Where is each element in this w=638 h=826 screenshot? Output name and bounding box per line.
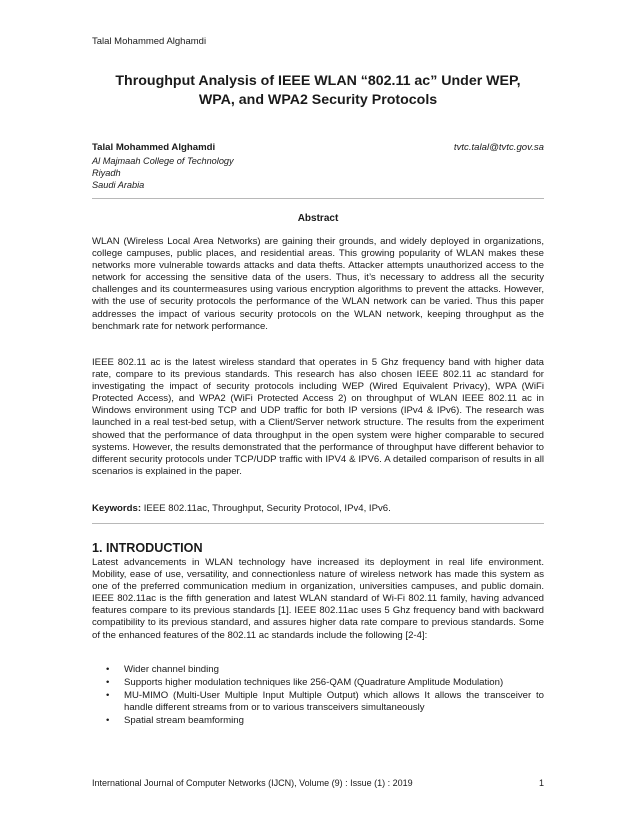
bullet-icon: • bbox=[106, 664, 110, 675]
feature-list bbox=[92, 664, 544, 728]
author-email[interactable]: tvtc.talal@tvtc.gov.sa bbox=[453, 142, 544, 153]
divider-bottom bbox=[92, 523, 544, 524]
list-item bbox=[92, 715, 544, 727]
title-line-1: Throughput Analysis of IEEE WLAN “802.11 ac” Under WEP, bbox=[115, 73, 521, 89]
keywords-text: IEEE 802.11ac, Throughput, Security Protocol, IPv4, IPv6. bbox=[141, 503, 391, 514]
list-item-text: Spatial stream beamforming bbox=[124, 715, 244, 727]
author-name: Talal Mohammed Alghamdi bbox=[92, 142, 216, 153]
journal-footer: International Journal of Computer Networks (IJCN), Volume (9) : Issue (1) : 2019 bbox=[92, 778, 413, 788]
list-item-text: Wider channel binding bbox=[124, 664, 219, 675]
running-header: Talal Mohammed Alghamdi bbox=[92, 36, 207, 47]
bullet-icon: • bbox=[106, 690, 110, 702]
affiliation-country: Saudi Arabia bbox=[92, 180, 145, 190]
title-line-2: WPA, and WPA2 Security Protocols bbox=[198, 92, 438, 108]
list-item-text: Supports higher modulation techniques like 256-QAM (Quadrature Amplitude Modulation) bbox=[124, 677, 504, 689]
affiliation-college: Al Majmaah College of Technology bbox=[92, 156, 234, 166]
keywords bbox=[92, 503, 391, 514]
list-item bbox=[92, 677, 544, 689]
page-number: 1 bbox=[538, 778, 544, 788]
list-item-text: MU-MIMO (Multi-User Multiple Input Multiple Output) which allows It allows the transceiver to handle different streams from or to various transceivers simultaneously bbox=[124, 690, 544, 714]
list-item bbox=[92, 664, 544, 676]
paper-title bbox=[92, 72, 544, 110]
abstract-heading: Abstract bbox=[297, 213, 339, 224]
abstract-paragraph-2: IEEE 802.11 ac is the latest wireless standard that operates in 5 Ghz frequency band with higher data rate, compare to its previous standards. This research has also chosen IEEE 802.11 ac standard for investigating the impact of security protocols including WEP (Wired Equivalent Privacy), WPA (WiFi Protected Access), and WPA2 (WiFi Protected Access 2) on throughput of WLAN IEEE 802.11 ac in Windows environment using TCP and UDP traffic for both IP versions (IPv4 & IPv6). The research was launched in a real test-bed setup, with a Client/Server network structure. The results from the experiment showed that the performance of data throughput in the open system were higher comparable to secured systems. However, the results demonstrated that the performance of throughput have different behavior to different security protocols under TCP/UDP traffic with IPV4 & IPV6. A detailed comparison of results in all scenarios is explained in the paper. bbox=[92, 357, 544, 477]
introduction-paragraph: Latest advancements in WLAN technology have increased its deployment in real life environment. Mobility, ease of use, versatility, and connectionless nature of wireless network has made this system as one of the preferred communication medium in organization, universities campuses, and public domain. IEEE 802.11ac is the fifth generation and latest WLAN standard of Wi-Fi 802.11 family, having advanced features compare to its previous standards [1]. IEEE 802.11ac uses 5 Ghz frequency band with backward compatibility to its previous standard, and assures higher data rate compare to previous standards. Some of the enhanced features of the 802.11 ac standards include the following [2-4]: bbox=[92, 557, 544, 641]
divider-top bbox=[92, 198, 544, 199]
author-affiliation bbox=[92, 155, 234, 191]
section-heading-introduction: 1. INTRODUCTION bbox=[92, 541, 203, 555]
affiliation-city: Riyadh bbox=[92, 168, 121, 178]
bullet-icon: • bbox=[106, 677, 110, 689]
keywords-label: Keywords: bbox=[92, 503, 142, 514]
bullet-icon: • bbox=[106, 715, 110, 727]
abstract-paragraph-1: WLAN (Wireless Local Area Networks) are gaining their grounds, and widely deployed in organizations, college campuses, public places, and residential areas. This growing popularity of WLAN makes these networks more vulnerable towards attacks and data thefts. Attacker attempts unauthorized access to the network for accessing the sensitive data of the users. Thus, it’s necessary to address all the security challenges and its countermeasures using various encryption algorithms to prevent the attacks. However, with the use of security protocols the performance of the WLAN network can be varied. Thus this paper addresses the impact of various security protocols on the WLAN network, keeping throughput as the benchmark rate for network performance. bbox=[92, 236, 544, 332]
list-item bbox=[92, 690, 544, 714]
